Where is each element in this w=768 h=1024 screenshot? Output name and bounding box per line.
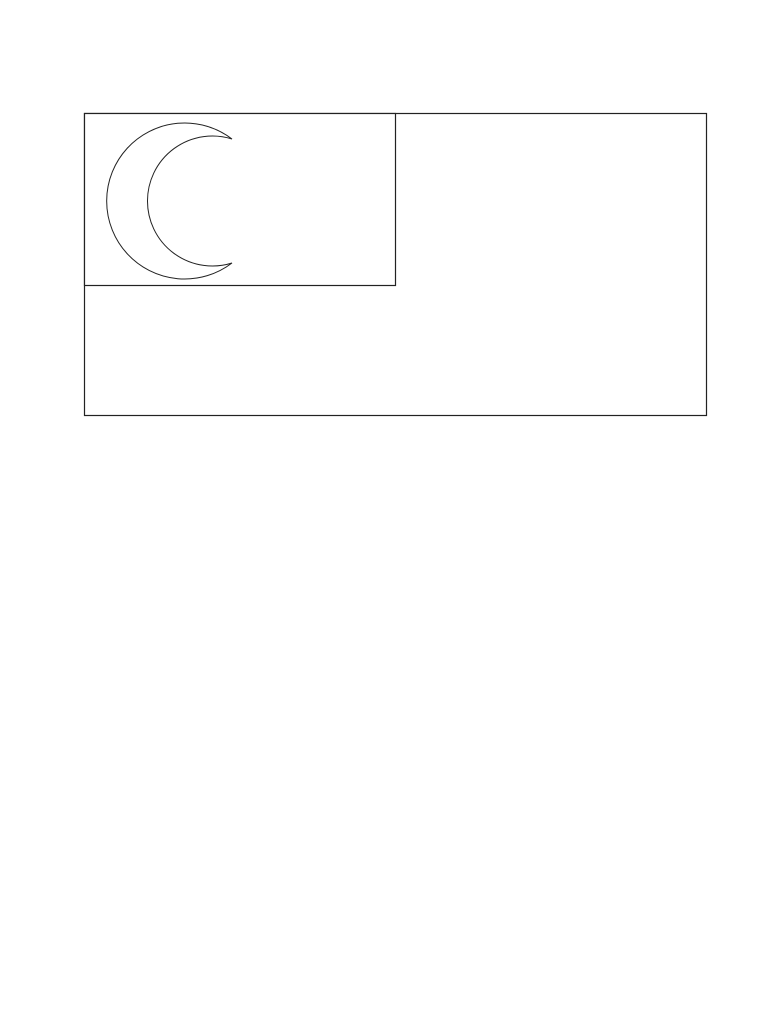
malaysia-flag-outline [0, 0, 768, 430]
